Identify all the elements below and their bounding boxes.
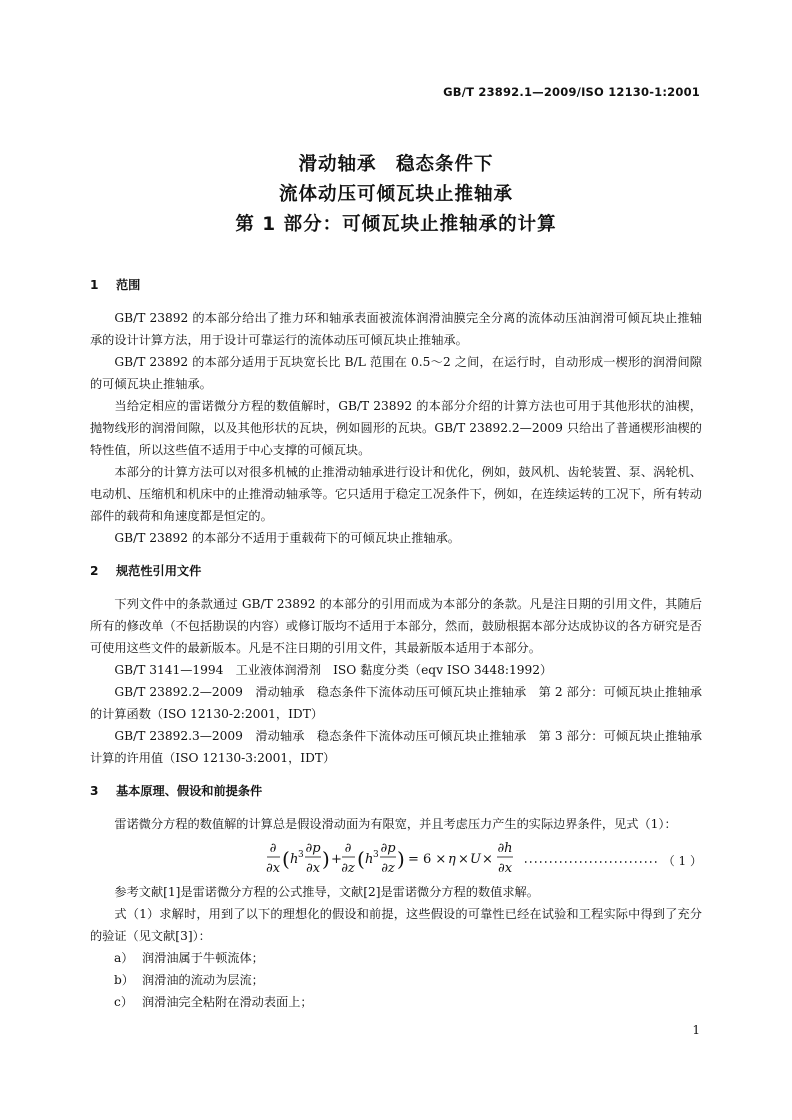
svg-text:= 6 ×: = 6 × — [408, 852, 447, 867]
standard-code: GB/T 23892.1—2009/ISO 12130-1:2001 — [443, 85, 700, 99]
section-2-heading — [90, 561, 702, 581]
svg-text:): ) — [397, 847, 405, 871]
svg-text:h: h — [290, 852, 299, 867]
list-item — [90, 991, 702, 1013]
equation-graphic — [90, 835, 702, 881]
svg-text:∂p: ∂p — [305, 841, 321, 856]
paragraph: 雷诺微分方程的数值解的计算总是假设滑动面为有限宽，并且考虑压力产生的实际边界条件，见式（1）： — [114, 817, 677, 831]
svg-text:×: × — [458, 852, 469, 867]
list-item — [90, 969, 702, 991]
section-number: 3 — [90, 784, 99, 798]
svg-text:∂x: ∂x — [305, 861, 321, 876]
svg-text:∂z: ∂z — [341, 861, 355, 876]
list-item-label: c） — [114, 995, 134, 1009]
svg-text:η: η — [448, 852, 456, 867]
paragraph: GB/T 23892 的本部分不适用于重载荷下的可倾瓦块止推轴承。 — [114, 531, 460, 545]
section-3-heading — [90, 781, 702, 801]
paragraph: 下列文件中的条款通过 GB/T 23892 的本部分的引用而成为本部分的条款。凡是注日期的引用文件，其随后所有的修改单（不包括勘误的内容）或修订版均不适用于本部分，然而，鼓励根据本部分达成协议的各方研究是否可使用这些文件的最新版本。凡是不注日期的引用文件，其最新版本适用于本部分。 — [90, 597, 702, 655]
section-title: 规范性引用文件 — [116, 564, 202, 578]
svg-text:U: U — [470, 852, 481, 867]
list-item — [90, 947, 702, 969]
svg-text:∂z: ∂z — [381, 861, 395, 876]
document-body — [90, 275, 702, 1013]
list-item-text: 润滑油属于牛顿流体； — [142, 951, 264, 965]
reference-entry: GB/T 23892.2—2009 滑动轴承 稳态条件下流体动压可倾瓦块止推轴承 第 2 部分：可倾瓦块止推轴承的计算函数（ISO 12130-2:2001，IDT） — [90, 685, 702, 721]
svg-text:×: × — [482, 852, 493, 867]
svg-text:3: 3 — [373, 850, 379, 860]
paragraph: 当给定相应的雷诺微分方程的数值解时，GB/T 23892 的本部分介绍的计算方法也可用于其他形状的油楔，抛物线形的润滑间隙，以及其他形状的瓦块，例如圆形的瓦块。GB/T 23892.2—2009 只给出了普通楔形油楔的特性值，所以这些值不适用于中心支撑的可倾瓦块。 — [90, 399, 702, 457]
section-number: 2 — [90, 564, 99, 578]
svg-text:∂: ∂ — [344, 841, 352, 856]
svg-text:∂: ∂ — [269, 841, 277, 856]
svg-text:(: ( — [357, 847, 365, 871]
paragraph: GB/T 23892 的本部分适用于瓦块宽长比 B/L 范围在 0.5～2 之间，在运行时，自动形成一楔形的润滑间隙的可倾瓦块止推轴承。 — [90, 355, 702, 391]
svg-text:3: 3 — [298, 850, 304, 860]
title-line-3: 第 1 部分：可倾瓦块止推轴承的计算 — [235, 214, 557, 235]
section-number: 1 — [90, 278, 99, 292]
formula-number: （ 1 ） — [662, 854, 702, 868]
svg-text:+: + — [331, 852, 342, 867]
svg-text:h: h — [365, 852, 374, 867]
svg-text:): ) — [322, 847, 330, 871]
reference-entry: GB/T 23892.3—2009 滑动轴承 稳态条件下流体动压可倾瓦块止推轴承 第 3 部分：可倾瓦块止推轴承计算的许用值（ISO 12130-3:2001，IDT） — [90, 729, 702, 765]
svg-text:∂x: ∂x — [265, 861, 281, 876]
page-number: 1 — [692, 1023, 700, 1037]
paragraph: 参考文献[1]是雷诺微分方程的公式推导，文献[2]是雷诺微分方程的数值求解。 — [114, 885, 539, 899]
paragraph: 本部分的计算方法可以对很多机械的止推滑动轴承进行设计和优化，例如，鼓风机、齿轮装置、泵、涡轮机、电动机、压缩机和机床中的止推滑动轴承等。它只适用于稳定工况条件下，例如，在连续运转的工况下，所有转动部件的载荷和角速度都是恒定的。 — [90, 465, 702, 523]
section-title: 范围 — [116, 278, 141, 292]
section-title: 基本原理、假设和前提条件 — [116, 784, 263, 798]
paragraph: GB/T 23892 的本部分给出了推力环和轴承表面被流体润滑油膜完全分离的流体动压油润滑可倾瓦块止推轴承的设计计算方法，用于设计可靠运行的流体动压可倾瓦块止推轴承。 — [90, 311, 702, 347]
list-item-label: b） — [114, 973, 134, 987]
paragraph: 式（1）求解时，用到了以下的理想化的假设和前提，这些假设的可靠性已经在试验和工程实际中得到了充分的验证（见文献[3]）： — [90, 907, 702, 943]
section-1-heading — [90, 275, 702, 295]
svg-text:∂p: ∂p — [380, 841, 396, 856]
svg-text:∂h: ∂h — [497, 841, 513, 856]
svg-text:∂x: ∂x — [497, 861, 513, 876]
svg-text:(: ( — [282, 847, 290, 871]
list-item-text: 润滑油的流动为层流； — [142, 973, 264, 987]
reference-entry: GB/T 3141—1994 工业液体润滑剂 ISO 黏度分类（eqv ISO 3448:1992） — [114, 663, 553, 677]
title-line-2: 流体动压可倾瓦块止推轴承 — [278, 184, 513, 205]
list-item-label: a） — [114, 951, 134, 965]
reynolds-equation — [90, 835, 702, 881]
list-item-text: 润滑油完全粘附在滑动表面上； — [142, 995, 313, 1009]
title-line-1: 滑动轴承 稳态条件下 — [298, 154, 494, 175]
